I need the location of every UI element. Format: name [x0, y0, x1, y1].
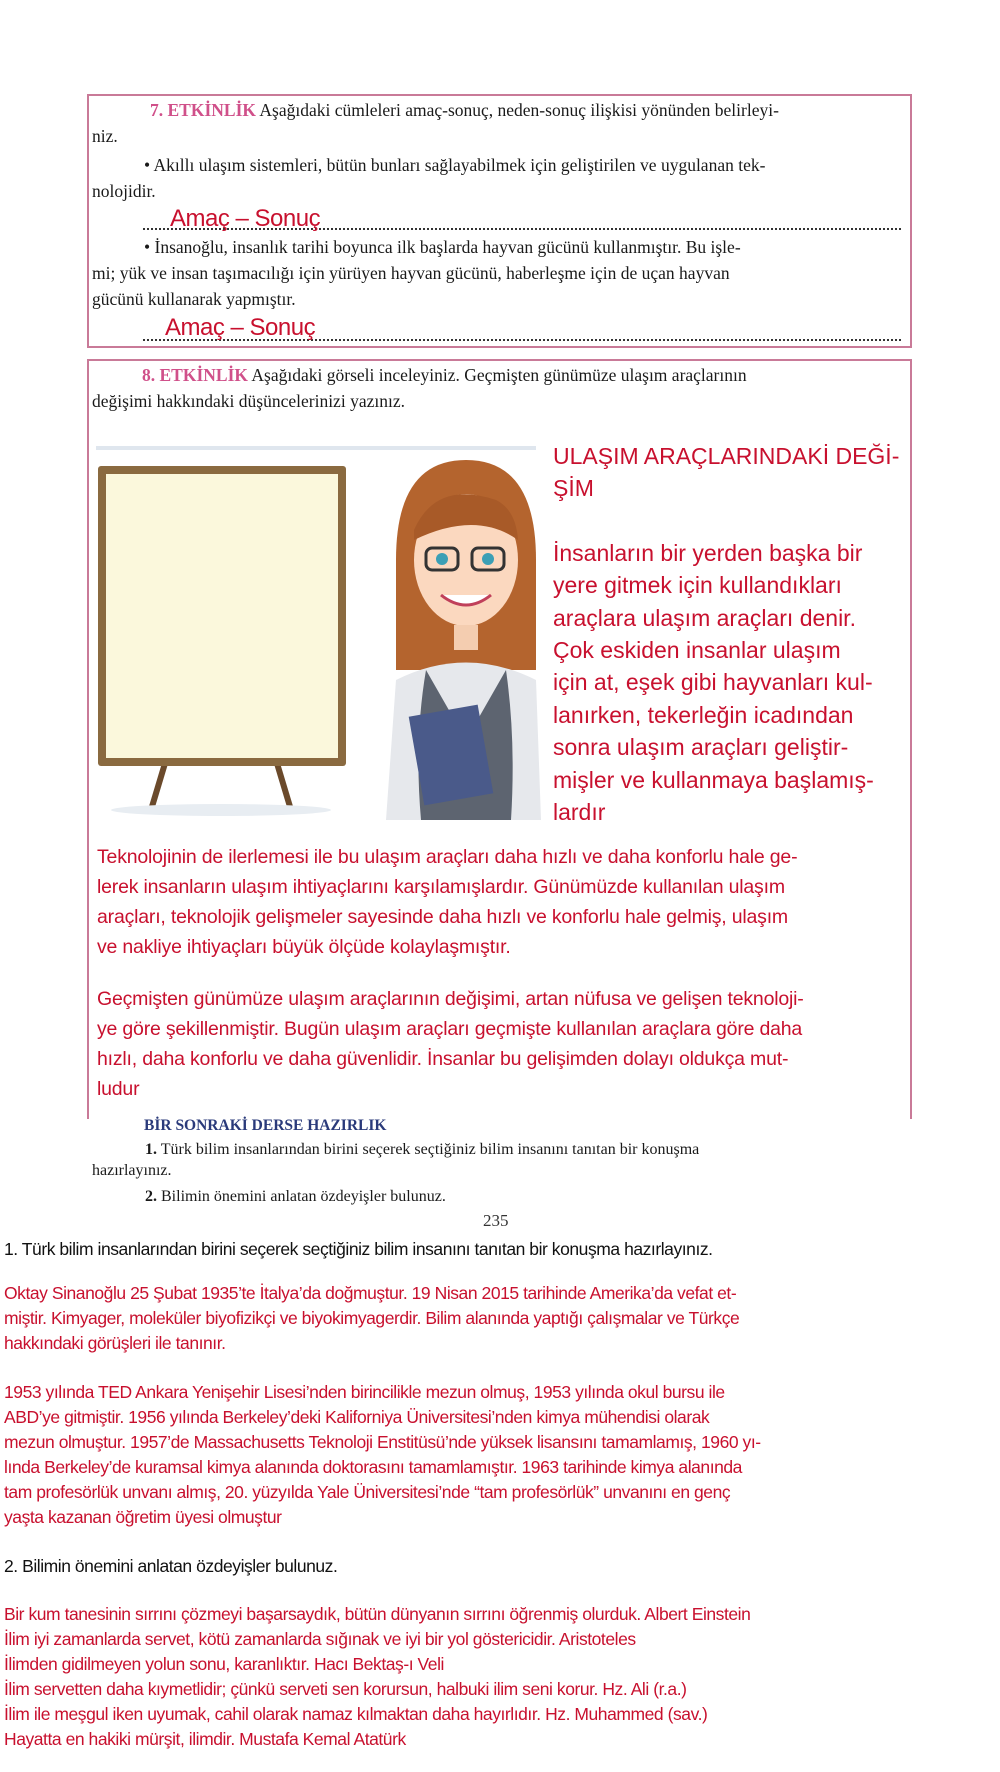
answer-line: Teknolojinin de ilerlemesi ile bu ulaşım araçları daha hızlı ve daha konforlu hale ge- [97, 846, 798, 868]
question-1: 1. Türk bilim insanlarından birini seçerek seçtiğiniz bilim insanını tanıtan bir konuşma hazırlayınız. [4, 1239, 713, 1259]
answer-line: miştir. Kimyager, moleküler biyofizikçi ve biyokimyagerdir. Bilim alanında yaptığı çalışmalar ve Türkçe [4, 1308, 740, 1328]
activity-7-number: 7. ETKİNLİK [150, 100, 256, 120]
quote: Bir kum tanesinin sırrını çözmeyi başarsaydık, bütün dünyanın sırrını öğrenmiş olurduk. Albert Einstein [4, 1604, 751, 1624]
item-line: mi; yük ve insan taşımacılığı için yürüyen hayvan gücünü, haberleşme için de uçan hayvan [92, 263, 730, 283]
side-line: İnsanların bir yerden başka bir [553, 539, 863, 566]
activity-7-text [92, 97, 907, 204]
preparation-title: BİR SONRAKİ DERSE HAZIRLIK [144, 1117, 387, 1134]
easel-board [98, 466, 346, 816]
answer-line: Geçmişten günümüze ulaşım araçlarının değişimi, artan nüfusa ve gelişen teknoloji- [97, 988, 804, 1010]
answer-line: ABD’ye gitmiştir. 1956 yılında Berkeley’deki Kaliforniya Üniversitesi’nden kimya mühendisi olarak [4, 1407, 710, 1427]
answer-line: 1953 yılında TED Ankara Yenişehir Lisesi’nden birincilikle mezun olmuş, 1953 yılında okul bursu ile [4, 1382, 725, 1402]
answer-line: hızlı, daha konforlu ve daha güvenlidir. İnsanlar bu gelişimden dolayı oldukça mut- [97, 1048, 789, 1070]
side-line: için at, eşek gibi hayvanları kul- [553, 669, 873, 696]
activity-8-answer [97, 842, 804, 1104]
answer-line: mezun olmuştur. 1957’de Massachusetts Teknoloji Enstitüsü’nde yüksek lisansını tamamlamış, 1960 yı- [4, 1432, 761, 1452]
teacher-figure [386, 460, 541, 820]
answer-1-paragraph-1 [4, 1281, 739, 1356]
answer-line: yaşta kazanan öğretim üyesi olmuştur [4, 1507, 282, 1527]
floor-shadow [96, 446, 536, 450]
side-heading-line: ŞİM [553, 475, 594, 502]
item-text: Bilimin önemini anlatan özdeyişler bulunuz. [161, 1188, 446, 1205]
item-number: 1. [145, 1141, 157, 1158]
side-line: mişler ve kullanmaya başlamış- [553, 766, 874, 793]
side-text [553, 440, 899, 828]
quote: İlimden gidilmeyen yolun sonu, karanlıktır. Hacı Bektaş-ı Veli [4, 1654, 444, 1674]
item-text: hazırlayınız. [92, 1162, 172, 1179]
item-number: 2. [145, 1188, 157, 1205]
side-line: sonra ulaşım araçları geliştir- [553, 734, 849, 761]
side-line: lardır [553, 799, 606, 826]
side-line: Çok eskiden insanlar ulaşım [553, 637, 841, 664]
question-2: 2. Bilimin önemini anlatan özdeyişler bulunuz. [4, 1556, 338, 1576]
quote: İlim servetten daha kıymetlidir; çünkü serveti sen korursun, halbuki ilim seni korur. Hz. Ali (r.a.) [4, 1679, 687, 1699]
quote: Hayatta en hakiki mürşit, ilimdir. Mustafa Kemal Atatürk [4, 1729, 406, 1749]
preparation-list [92, 1139, 699, 1207]
answer-1-paragraph-2 [4, 1380, 761, 1530]
activity-8-number: 8. ETKİNLİK [142, 365, 248, 385]
answer-line: lında Berkeley’de kuramsal kimya alanında doktorasını tamamlamıştır. 1963 tarihinde kimya alanında [4, 1457, 742, 1477]
answer-line: Oktay Sinanoğlu 25 Şubat 1935’te İtalya’da doğmuştur. 19 Nisan 2015 tarihinde Amerika’da vefat et- [4, 1283, 737, 1303]
item-text: Türk bilim insanlarından birini seçerek seçtiğiniz bilim insanını tanıtan bir konuşma [160, 1141, 700, 1158]
instruction-line: Aşağıdaki cümleleri amaç-sonuç, neden-sonuç ilişkisi yönünden belirleyi- [259, 100, 779, 120]
quote: İlim ile meşgul iken uyumak, cahil olarak namaz kılmaktan daha hayırlıdır. Hz. Muhammed (sav.) [4, 1704, 708, 1724]
instruction-line: Aşağıdaki görseli inceleyiniz. Geçmişten günümüze ulaşım araçlarının [251, 365, 747, 385]
activity-7-item-2 [92, 234, 907, 312]
answer-line: lerek insanların ulaşım ihtiyaçlarını karşılamışlardır. Günümüzde kullanılan ulaşım [97, 876, 785, 898]
side-line: araçlara ulaşım araçları denir. [553, 604, 856, 631]
item-line: nolojidir. [92, 181, 156, 201]
activity-8-instruction [92, 362, 907, 414]
answer-line: tam profesörlük unvanı almış, 20. yüzyılda Yale Üniversitesi’nde “tam profesörlük” unvanını en genç [4, 1482, 731, 1502]
answer-line: hakkındaki görüşleri ile tanınır. [4, 1333, 226, 1353]
instruction-line: değişimi hakkındaki düşüncelerinizi yazınız. [92, 391, 405, 411]
answer-2: Amaç – Sonuç [165, 314, 316, 341]
quotes-list [4, 1602, 750, 1752]
instruction-line: niz. [92, 126, 118, 146]
page-number: 235 [483, 1211, 509, 1230]
answer-line: ye göre şekillenmiştir. Bugün ulaşım araçları geçmişte kullanılan araçlara göre daha [97, 1018, 803, 1040]
answer-line: ludur [97, 1078, 140, 1100]
quote: İlim iyi zamanlarda servet, kötü zamanlarda sığınak ve iyi bir yol göstericidir. Aristoteles [4, 1629, 636, 1649]
answer-line: araçları, teknolojik gelişmeler sayesinde daha hızlı ve konforlu hale gelmiş, ulaşım [97, 906, 788, 928]
side-heading-line: ULAŞIM ARAÇLARINDAKİ DEĞİ- [553, 443, 900, 469]
teacher-board-illustration [96, 440, 546, 820]
answer-1: Amaç – Sonuç [170, 205, 321, 232]
side-line: lanırken, tekerleğin icadından [553, 701, 854, 728]
item-line: gücünü kullanarak yapmıştır. [92, 289, 296, 309]
answer-line: ve nakliye ihtiyaçları büyük ölçüde kolaylaşmıştır. [97, 936, 511, 958]
side-line: yere gitmek için kullandıkları [553, 572, 842, 599]
item-line: • İnsanoğlu, insanlık tarihi boyunca ilk başlarda hayvan gücünü kullanmıştır. Bu işle- [144, 237, 741, 257]
item-line: • Akıllı ulaşım sistemleri, bütün bunları sağlayabilmek için geliştirilen ve uygulanan tek- [144, 155, 766, 175]
